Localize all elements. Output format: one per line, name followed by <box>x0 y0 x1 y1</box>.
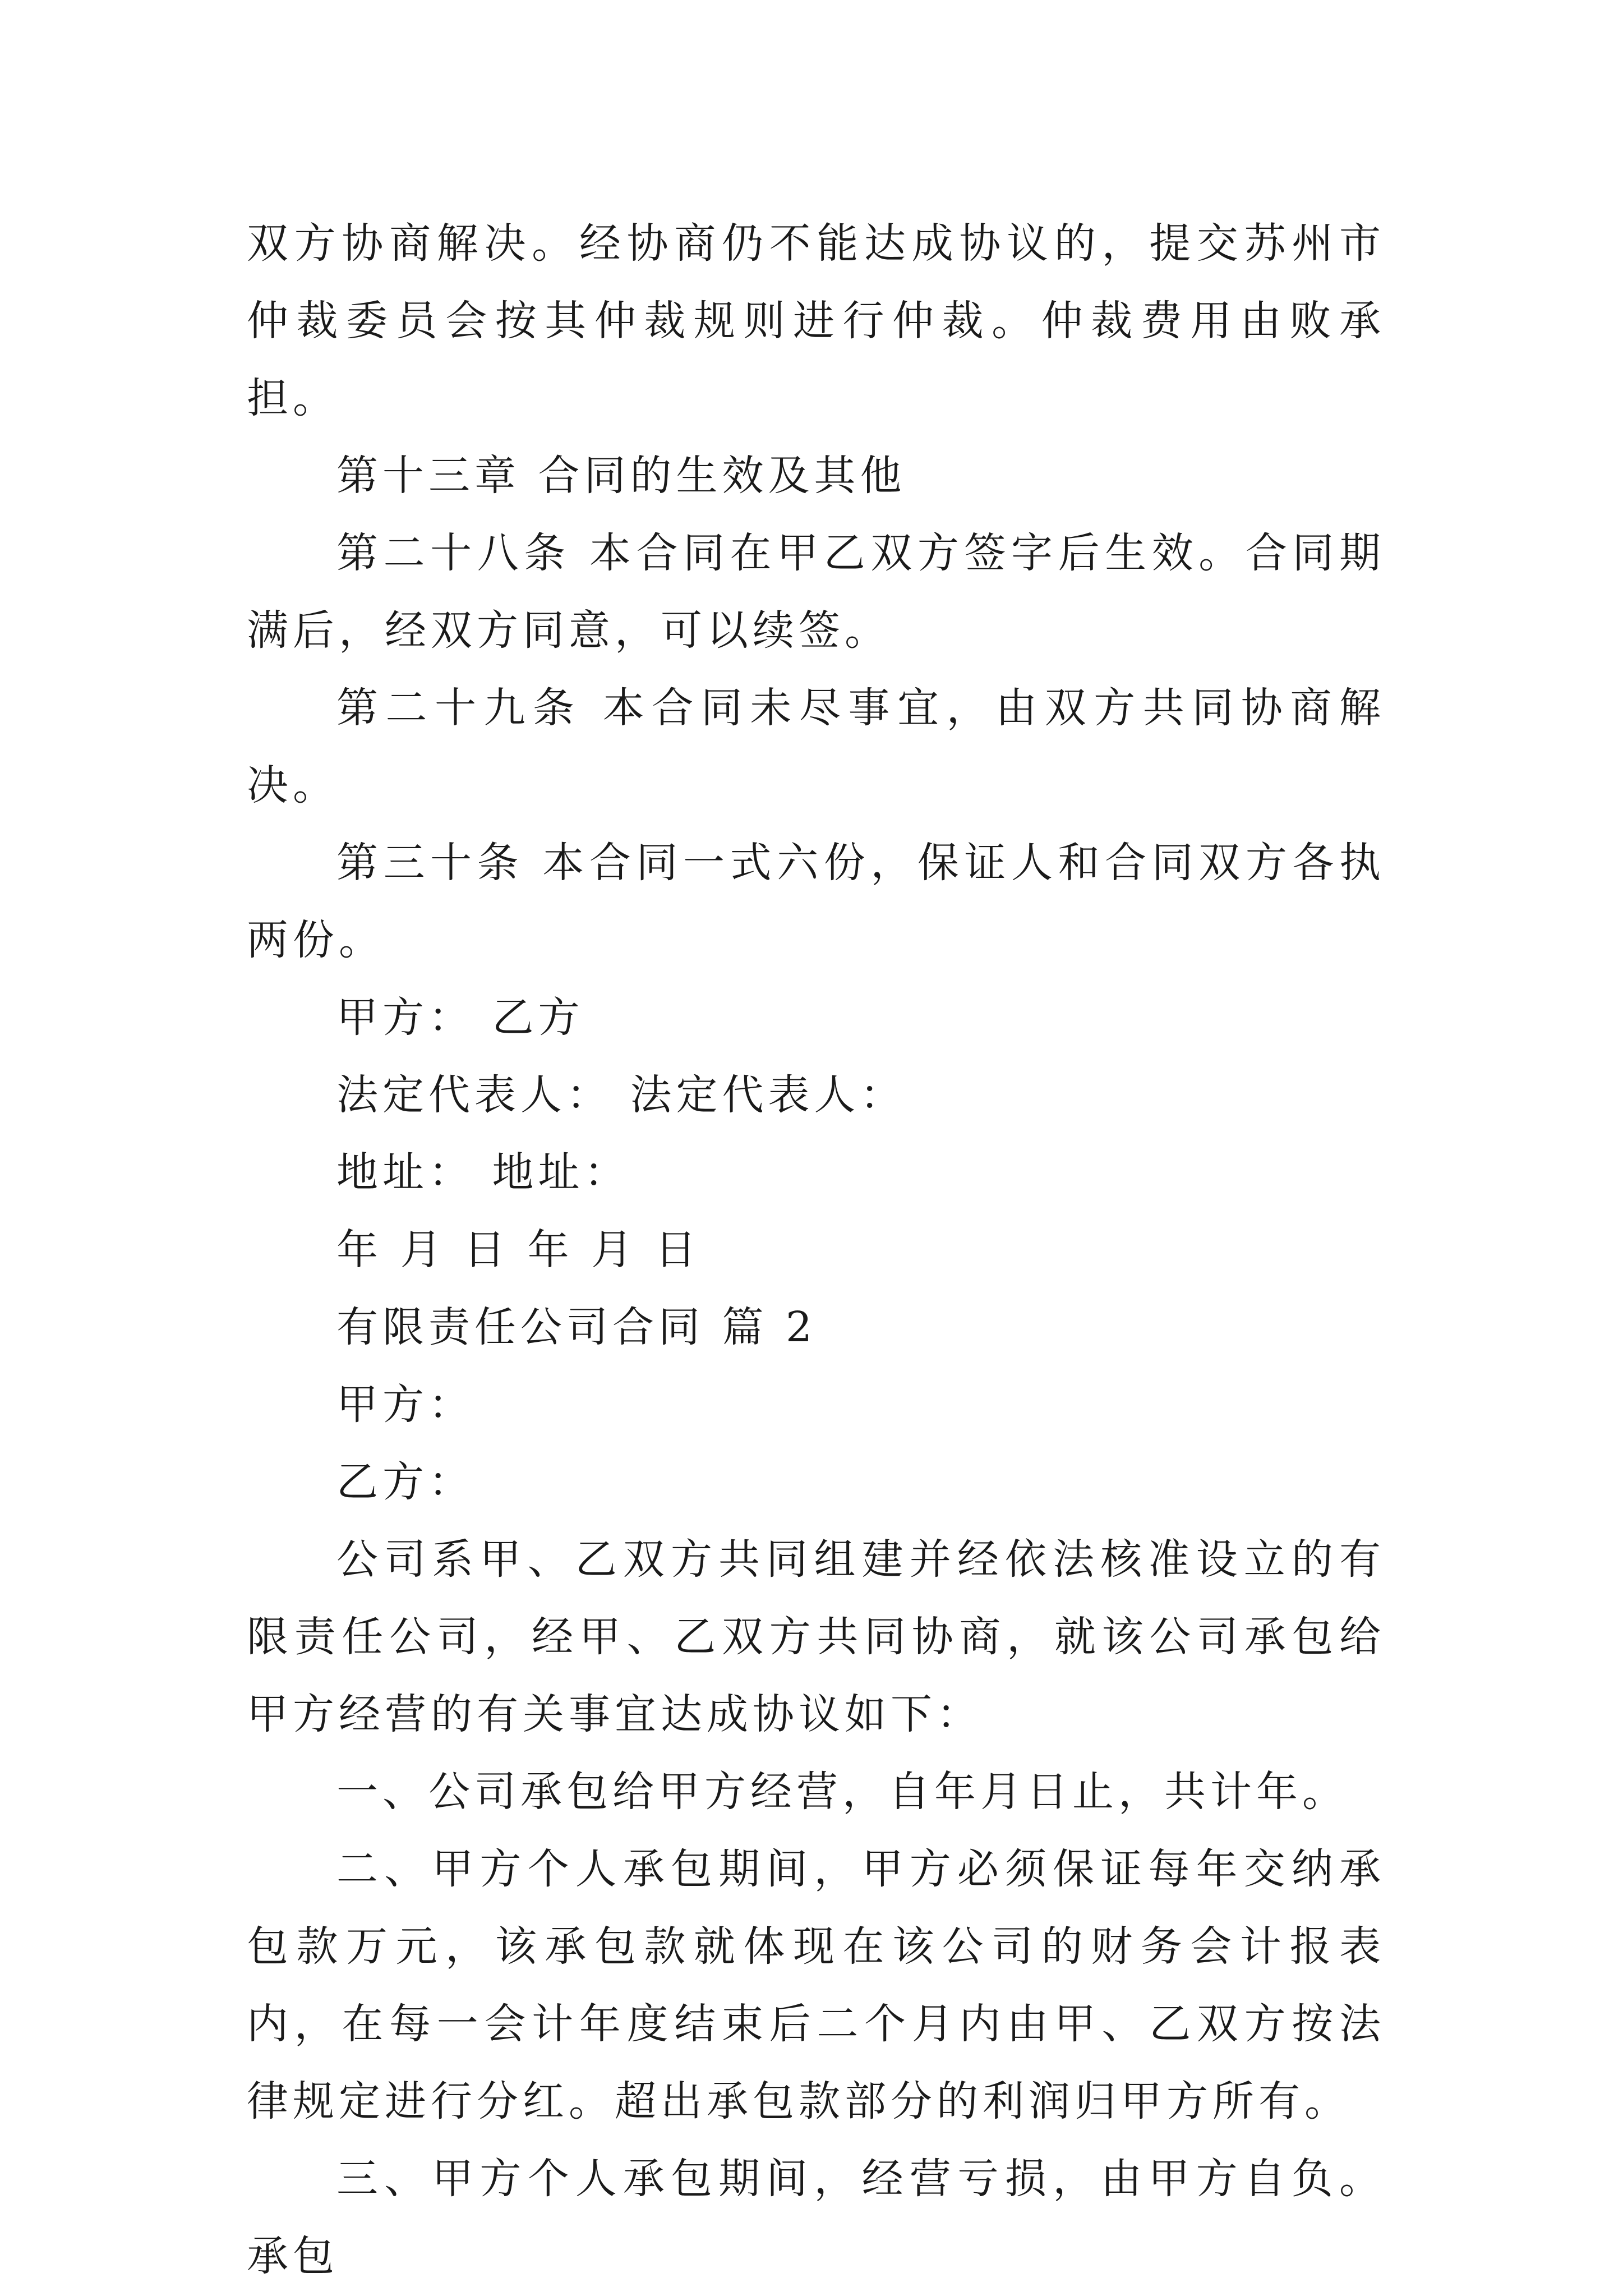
signature-representatives: 法定代表人： 法定代表人： <box>336 1071 906 1119</box>
clause-3: 三、甲方个人承包期间，经营亏损，由甲方自负。承包 <box>247 2155 1385 2280</box>
party-b-label: 乙方： <box>336 1458 474 1506</box>
document-body <box>247 205 1385 2295</box>
clause-1: 一、公司承包给甲方经营，自年月日止，共计年。 <box>336 1768 1348 1816</box>
signature-parties: 甲方： 乙方 <box>336 993 584 1042</box>
chapter-heading-13: 第十三章 合同的生效及其他 <box>336 452 906 500</box>
party-a-label: 甲方： <box>336 1381 474 1429</box>
paragraph-preamble: 公司系甲、乙双方共同组建并经依法核准设立的有限责任公司，经甲、乙双方共同协商，就该公司承包给甲方经营的有关事宜达成协议如下： <box>247 1535 1385 1738</box>
signature-addresses: 地址： 地址： <box>336 1148 630 1197</box>
article-28: 第二十八条 本合同在甲乙双方签字后生效。合同期满后，经双方同意，可以续签。 <box>247 529 1385 655</box>
paragraph-arbitration: 双方协商解决。经协商仍不能达成协议的，提交苏州市仲裁委员会按其仲裁规则进行仲裁。仲裁费用由败承担。 <box>247 219 1385 422</box>
clause-2: 二、甲方个人承包期间，甲方必须保证每年交纳承包款万元，该承包款就体现在该公司的财务会计报表内，在每一会计年度结束后二个月内由甲、乙双方按法律规定进行分红。超出承包款部分的利润归甲方所有。 <box>247 1845 1385 2125</box>
article-30: 第三十条 本合同一式六份，保证人和合同双方各执两份。 <box>247 839 1385 964</box>
article-29: 第二十九条 本合同未尽事宜，由双方共同协商解决。 <box>247 684 1385 809</box>
signature-dates: 年 月 日 年 月 日 <box>336 1226 701 1274</box>
section-title-part-2: 有限责任公司合同 篇 2 <box>336 1303 817 1351</box>
